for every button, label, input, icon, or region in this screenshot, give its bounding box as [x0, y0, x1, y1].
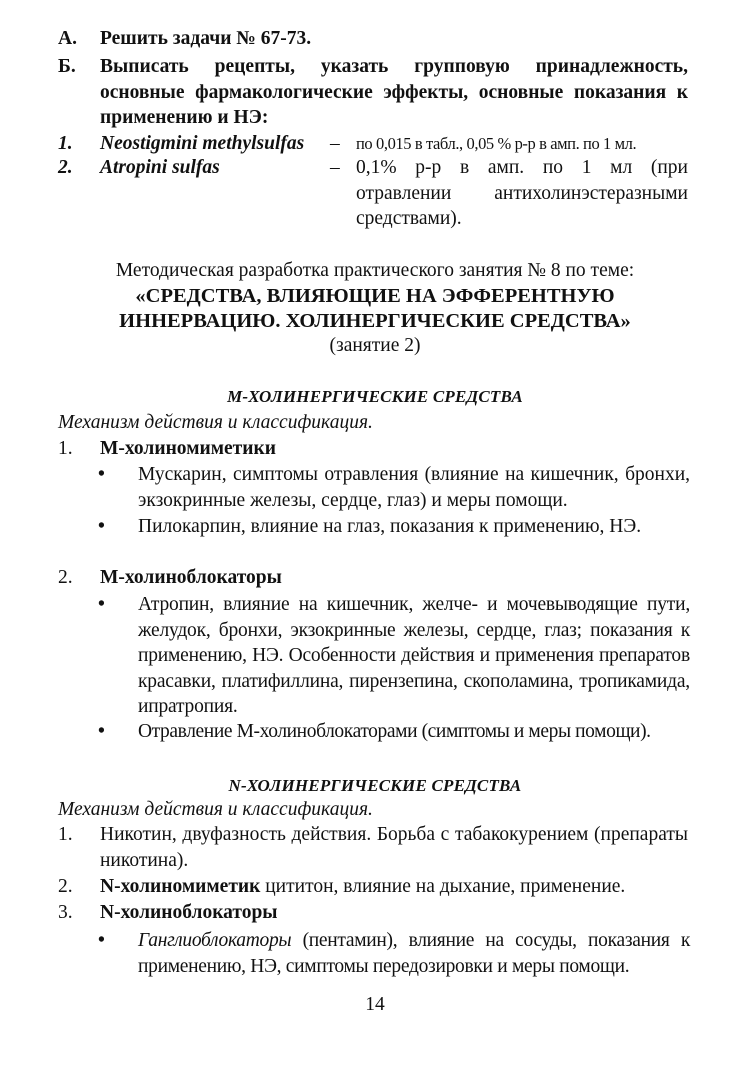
n-item-2-number: 2. [58, 876, 73, 897]
m-section-title: М-ХОЛИНЕРГИЧЕСКИЕ СРЕДСТВА [227, 387, 523, 406]
bullet-rest-text: (пентамин), влияние на сосуды, показания к применению, НЭ, симптомы передозировки и меры помощи. [138, 930, 690, 977]
n-item-1-text: Никотин, двуфазность действия. Борьба с табакокурением (препараты никотина). [100, 824, 688, 871]
ganglion-blockers-term: Ганглиоблокаторы [138, 930, 292, 951]
task-a-text: Решить задачи № 67-73. [100, 28, 312, 49]
lesson-intro: Методическая разработка практического занятия № 8 по теме: [115, 260, 635, 281]
bullet-text: Отравление М-холиноблокаторами (симптомы и меры помощи). [138, 721, 651, 742]
n-item-1-number: 1. [58, 824, 73, 845]
bullet-icon: • [98, 594, 105, 615]
m-item-1-number: 1. [58, 438, 73, 459]
drug-1-number: 1. [58, 133, 73, 154]
drug-1-dash: – [330, 133, 340, 154]
drug-2-name: Atropini sulfas [100, 157, 220, 178]
drug-row-2 [58, 155, 688, 235]
bullet-icon: • [98, 930, 105, 951]
page-number: 14 [365, 994, 385, 1015]
n-section-title: N-ХОЛИНЕРГИЧЕСКИЕ СРЕДСТВА [228, 776, 522, 795]
task-a-mark: А. [58, 28, 77, 49]
bullet-icon: • [98, 721, 105, 742]
drug-2-number: 2. [58, 157, 73, 178]
drug-2-dash: – [330, 157, 340, 178]
lesson-subtitle: (занятие 2) [329, 335, 421, 356]
bullet-text: Атропин, влияние на кишечник, желче- и мочевыводящие пути, желудок, бронхи, экзокринные железы, сердце, глаз; показания к применению, НЭ. Особенности действия и применения препаратов красавки, платифиллина, пирензепина, скополамина, тропикамида, ипратропия. [138, 594, 690, 717]
drug-2-description: 0,1% р-р в амп. по 1 мл (при отравлении антихолинэстеразными средствами). [356, 157, 688, 229]
bullet-text [138, 928, 690, 979]
n-item-2-line [100, 874, 688, 900]
bullet-text: Мускарин, симптомы отравления (влияние на кишечник, бронхи, экзокринные железы, сердце, глаз) и меры помощи. [138, 464, 690, 511]
n-item-3-number: 3. [58, 902, 73, 923]
task-b-mark: Б. [58, 56, 76, 77]
n-item-3-heading: N-холиноблокаторы [100, 902, 278, 923]
m-item-2-heading: М-холиноблокаторы [100, 567, 282, 588]
m-section-mechanism: Механизм действия и классификация. [58, 412, 373, 433]
task-b-text: Выписать рецепты, указать групповую принадлежность, основные фармакологические эффекты, основные показания к применению и НЭ: [100, 56, 688, 128]
m-item-2-number: 2. [58, 567, 73, 588]
n-section-mechanism: Механизм действия и классификация. [58, 799, 373, 820]
drug-row-1 [58, 131, 688, 157]
drug-1-description: по 0,015 в табл., 0,05 % р-р в амп. по 1 мл. [356, 134, 637, 153]
bullet-icon: • [98, 464, 105, 485]
lesson-title-line-2: ИННЕРВАЦИЮ. ХОЛИНЕРГИЧЕСКИЕ СРЕДСТВА» [119, 310, 631, 332]
n-item-2-text: цититон, влияние на дыхание, применение. [260, 876, 626, 897]
n-item-2-heading: N-холиномиметик [100, 876, 261, 897]
lesson-title-line-1: «СРЕДСТВА, ВЛИЯЮЩИЕ НА ЭФФЕРЕНТНУЮ [135, 285, 615, 307]
bullet-text: Пилокарпин, влияние на глаз, показания к применению, НЭ. [138, 516, 642, 537]
bullet-icon: • [98, 516, 105, 537]
m-item-1-heading: М-холиномиметики [100, 438, 276, 459]
drug-1-name: Neostigmini methylsulfas [100, 133, 305, 154]
